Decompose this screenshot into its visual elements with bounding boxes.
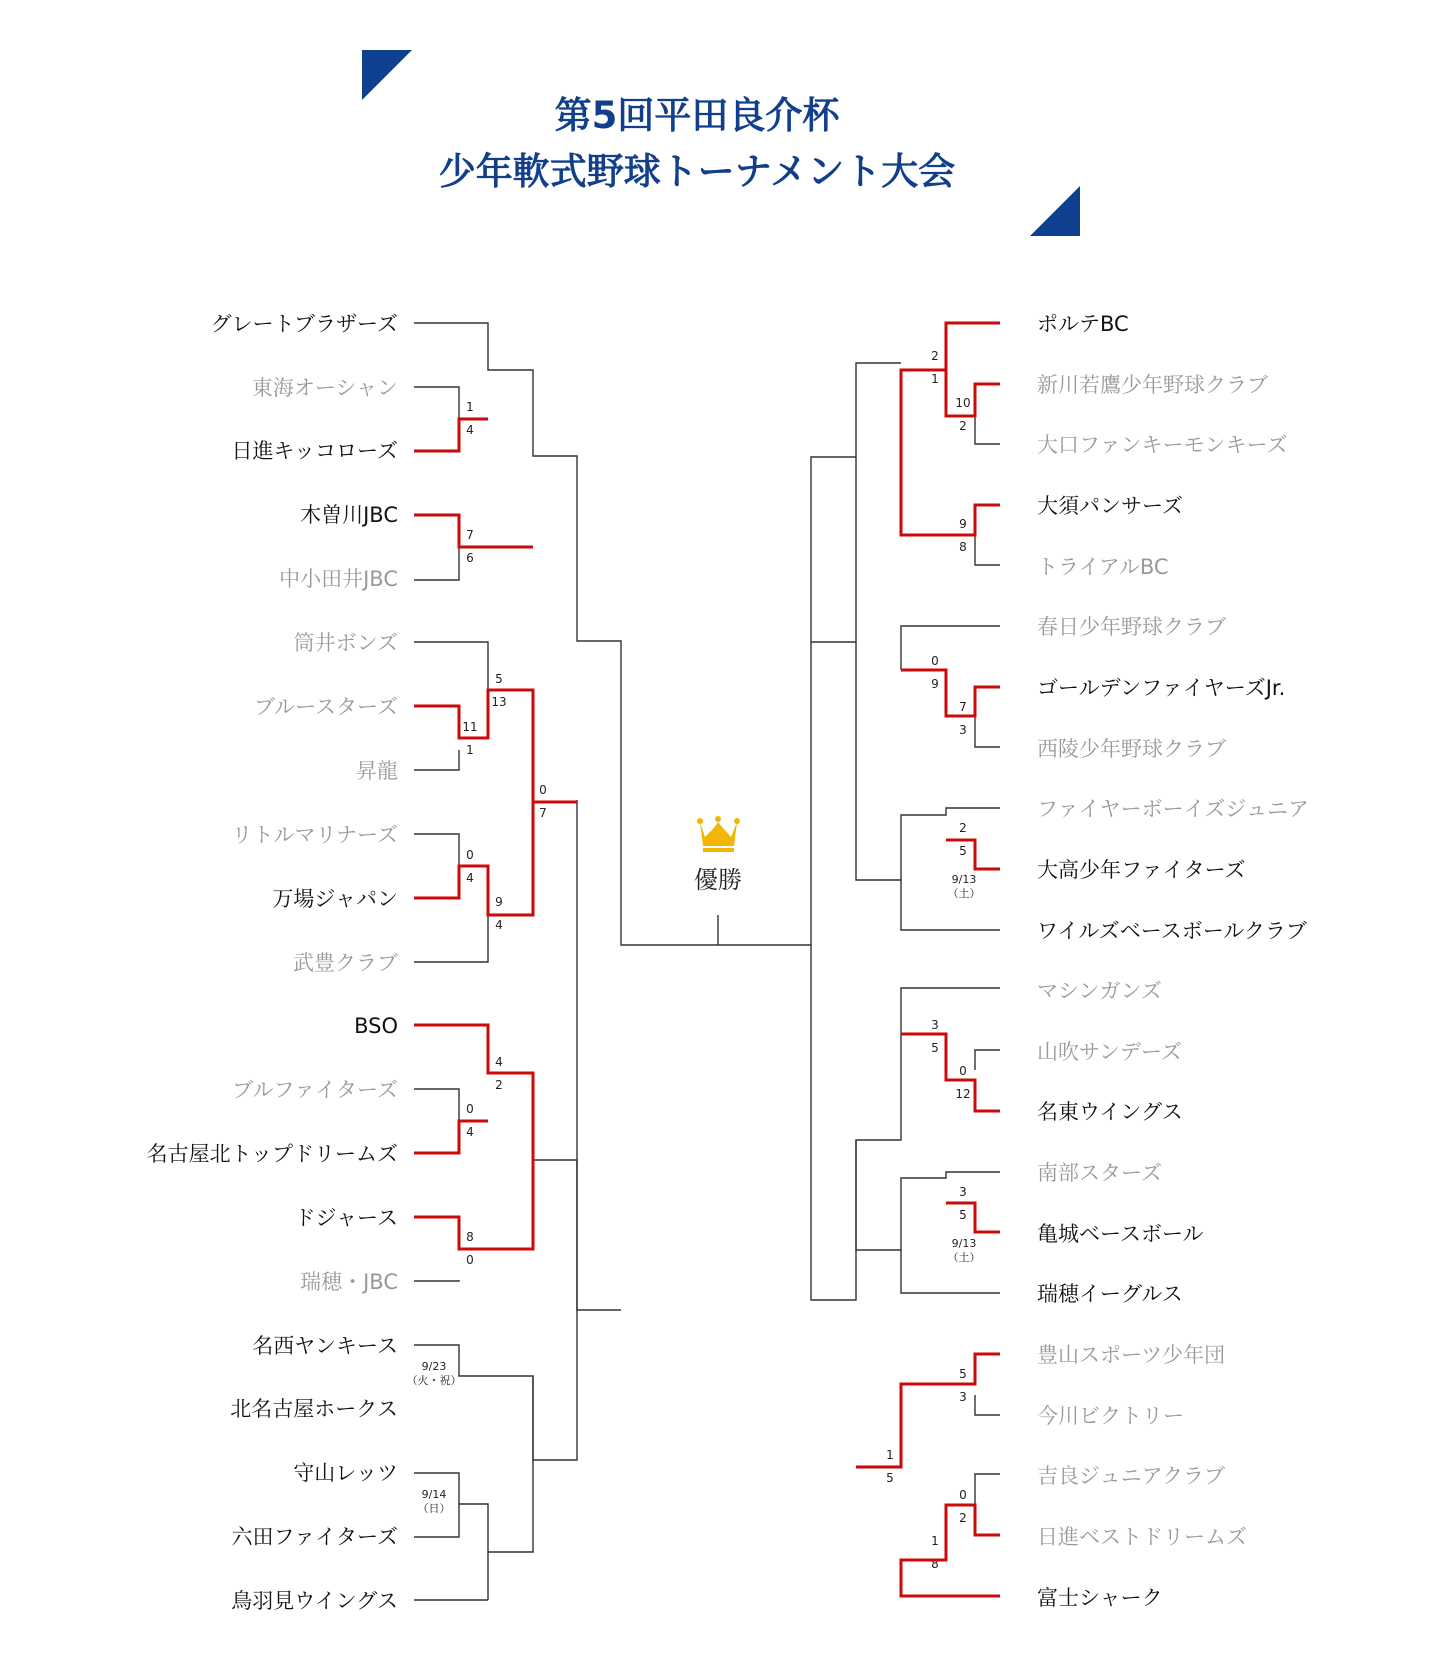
score-top: 3 — [959, 1185, 967, 1199]
game-date-day: （火・祝） — [406, 1374, 462, 1387]
team-name: 筒井ボンズ — [293, 631, 398, 655]
team-name: 東海オーシャン — [251, 376, 398, 400]
score-top: 11 — [462, 720, 478, 734]
score-bottom: 1 — [466, 743, 474, 757]
score-top: 7 — [959, 700, 967, 714]
score-bottom: 2 — [495, 1078, 503, 1092]
team-name: 瑞穂イーグルス — [1037, 1282, 1183, 1306]
score-top: 0 — [466, 848, 474, 862]
team-name: リトルマリナーズ — [231, 823, 398, 847]
team-name: 吉良ジュニアクラブ — [1037, 1464, 1225, 1488]
team-name: ポルテBC — [1037, 312, 1129, 336]
team-name: 瑞穂・JBC — [300, 1270, 398, 1294]
game-date: 9/13 — [951, 873, 977, 886]
team-name: 亀城ベースボール — [1037, 1222, 1204, 1246]
team-name: 名東ウイングス — [1037, 1100, 1183, 1124]
team-name: BSO — [354, 1014, 398, 1038]
corner-triangle-top-left — [362, 50, 412, 100]
score-bottom: 3 — [959, 1390, 967, 1404]
team-name: 守山レッツ — [293, 1461, 398, 1485]
team-name: 大須パンサーズ — [1037, 494, 1183, 518]
score-bottom: 4 — [466, 423, 474, 437]
game-date-day: （土） — [947, 887, 981, 900]
score-bottom: 7 — [539, 806, 547, 820]
score-bottom: 4 — [466, 871, 474, 885]
score-top: 0 — [466, 1102, 474, 1116]
score-top: 1 — [886, 1448, 894, 1462]
score-top: 1 — [466, 400, 474, 414]
team-name: ゴールデンファイヤーズJr. — [1037, 676, 1286, 700]
team-name: 名古屋北トップドリームズ — [146, 1142, 398, 1166]
score-bottom: 5 — [959, 844, 967, 858]
team-name: 富士シャーク — [1037, 1586, 1163, 1610]
score-top: 9 — [495, 895, 503, 909]
score-bottom: 5 — [931, 1041, 939, 1055]
score-top: 0 — [931, 654, 939, 668]
team-name: 昇龍 — [356, 759, 398, 783]
corner-triangle-bottom-right — [1030, 186, 1080, 236]
team-name: 新川若鷹少年野球クラブ — [1037, 373, 1268, 397]
game-date: 9/23 — [421, 1360, 447, 1373]
score-top: 0 — [959, 1488, 967, 1502]
score-bottom: 4 — [466, 1125, 474, 1139]
team-name: 北名古屋ホークス — [230, 1397, 398, 1421]
right-bracket-teams — [1037, 312, 1309, 1610]
game-dates — [407, 873, 981, 1515]
team-name: 中小田井JBC — [279, 567, 398, 591]
score-top: 3 — [931, 1018, 939, 1032]
score-top: 0 — [959, 1064, 967, 1078]
score-top: 1 — [931, 1534, 939, 1548]
score-top: 5 — [959, 1367, 967, 1381]
game-date: 9/13 — [951, 1237, 977, 1250]
team-name: 大口ファンキーモンキーズ — [1037, 433, 1288, 457]
score-bottom: 6 — [466, 551, 474, 565]
team-name: ブルースターズ — [253, 695, 398, 719]
team-name: 西陵少年野球クラブ — [1037, 737, 1226, 761]
score-bottom: 9 — [931, 677, 939, 691]
crown-icon — [697, 816, 740, 852]
score-bottom: 5 — [959, 1208, 967, 1222]
game-date-day: （土） — [947, 1251, 981, 1264]
team-name: 日進ベストドリームズ — [1037, 1525, 1247, 1549]
team-name: 木曽川JBC — [300, 503, 398, 527]
right-bracket-scores — [886, 349, 970, 1571]
score-bottom: 3 — [959, 723, 967, 737]
left-bracket-teams — [147, 312, 398, 1613]
team-name: ブルファイターズ — [232, 1078, 398, 1102]
team-name: トライアルBC — [1037, 555, 1169, 579]
score-bottom: 0 — [466, 1253, 474, 1267]
score-top: 10 — [955, 396, 971, 410]
team-name: 南部スターズ — [1037, 1161, 1162, 1185]
score-bottom: 4 — [495, 918, 503, 932]
team-name: 武豊クラブ — [293, 951, 398, 975]
team-name: 今川ビクトリー — [1037, 1404, 1184, 1428]
game-date: 9/14 — [421, 1488, 447, 1501]
score-bottom: 1 — [931, 372, 939, 386]
team-name: 万場ジャパン — [272, 887, 398, 911]
title-line-1: 第5回平田良介杯 — [554, 94, 840, 137]
score-top: 2 — [931, 349, 939, 363]
score-top: 5 — [495, 672, 503, 686]
team-name: 名西ヤンキース — [252, 1334, 398, 1358]
team-name: 六田ファイターズ — [231, 1525, 398, 1549]
score-bottom: 8 — [931, 1557, 939, 1571]
team-name: 豊山スポーツ少年団 — [1037, 1343, 1226, 1367]
score-bottom: 12 — [955, 1087, 971, 1101]
score-bottom: 5 — [886, 1471, 894, 1485]
champion-label: 優勝 — [694, 866, 742, 894]
score-bottom: 2 — [959, 1511, 967, 1525]
score-top: 2 — [959, 821, 967, 835]
score-bottom: 2 — [959, 419, 967, 433]
team-name: ファイヤーボーイズジュニア — [1037, 797, 1309, 821]
team-name: 大高少年ファイターズ — [1037, 858, 1246, 882]
score-bottom: 8 — [959, 540, 967, 554]
team-name: ドジャース — [294, 1206, 398, 1230]
team-name: ワイルズベースボールクラブ — [1037, 919, 1307, 943]
score-top: 9 — [959, 517, 967, 531]
team-name: 山吹サンデーズ — [1037, 1040, 1182, 1064]
team-name: 鳥羽見ウイングス — [231, 1589, 398, 1613]
score-top: 0 — [539, 783, 547, 797]
team-name: 日進キッコローズ — [231, 439, 398, 463]
team-name: マシンガンズ — [1037, 979, 1162, 1003]
score-top: 7 — [466, 528, 474, 542]
game-date-day: （日） — [417, 1502, 451, 1515]
team-name: 春日少年野球クラブ — [1037, 615, 1226, 639]
winner-paths — [414, 323, 1000, 1596]
score-top: 4 — [495, 1055, 503, 1069]
bracket-lines — [414, 323, 1000, 1600]
team-name: グレートブラザーズ — [210, 312, 398, 336]
title-line-2: 少年軟式野球トーナメント大会 — [438, 150, 956, 193]
score-bottom: 13 — [491, 695, 507, 709]
score-top: 8 — [466, 1230, 474, 1244]
